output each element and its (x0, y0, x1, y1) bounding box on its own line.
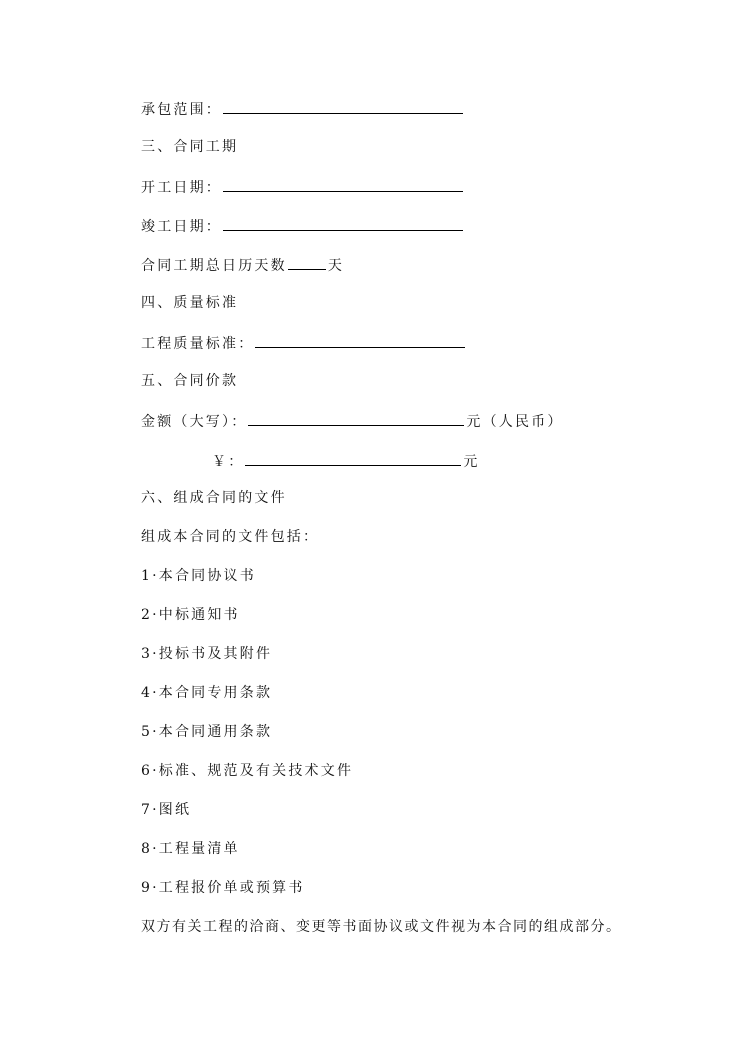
document-item-4: 4·本合同专用条款 (141, 685, 273, 701)
document-item-7: 7·图纸 (141, 802, 192, 818)
scope-row (141, 98, 463, 118)
quality-blank[interactable] (255, 332, 465, 348)
amount-words-row (141, 410, 564, 430)
total-days-label: 合同工期总日历天数 (141, 258, 287, 274)
section3-title: 三、合同工期 (141, 139, 239, 155)
document-item-8: 8·工程量清单 (141, 841, 240, 857)
quality-label: 工程质量标准： (141, 336, 255, 352)
section6-title: 六、组成合同的文件 (141, 490, 287, 506)
closing-statement: 双方有关工程的洽商、变更等书面协议或文件视为本合同的组成部分。 (141, 919, 622, 935)
quality-row (141, 332, 465, 352)
scope-blank[interactable] (223, 98, 463, 114)
completion-date-label: 竣工日期： (141, 219, 222, 235)
section5-title: 五、合同价款 (141, 373, 239, 389)
amount-figures-label: ￥： (212, 454, 245, 470)
total-days-unit: 天 (327, 258, 345, 274)
documents-intro: 组成本合同的文件包括： (141, 529, 320, 545)
amount-figures-unit: 元 (463, 454, 480, 470)
completion-date-row (141, 215, 463, 235)
scope-label: 承包范围： (141, 102, 222, 118)
start-date-row (141, 176, 463, 196)
start-date-blank[interactable] (223, 176, 463, 192)
section4-title: 四、质量标准 (141, 295, 239, 311)
document-item-3: 3·投标书及其附件 (141, 646, 273, 662)
start-date-label: 开工日期： (141, 180, 222, 196)
amount-figures-blank[interactable] (245, 450, 461, 466)
amount-figures-row (212, 450, 480, 470)
amount-words-unit: 元（人民币） (466, 414, 564, 430)
amount-words-label: 金额（大写）： (141, 414, 248, 430)
completion-date-blank[interactable] (223, 215, 463, 231)
total-days-blank[interactable] (288, 254, 326, 270)
total-days-row (141, 254, 344, 274)
document-item-6: 6·标准、规范及有关技术文件 (141, 763, 354, 779)
document-item-1: 1·本合同协议书 (141, 568, 256, 584)
document-item-5: 5·本合同通用条款 (141, 724, 273, 740)
amount-words-blank[interactable] (248, 410, 464, 426)
document-item-9: 9·工程报价单或预算书 (141, 880, 305, 896)
document-item-2: 2·中标通知书 (141, 607, 240, 623)
